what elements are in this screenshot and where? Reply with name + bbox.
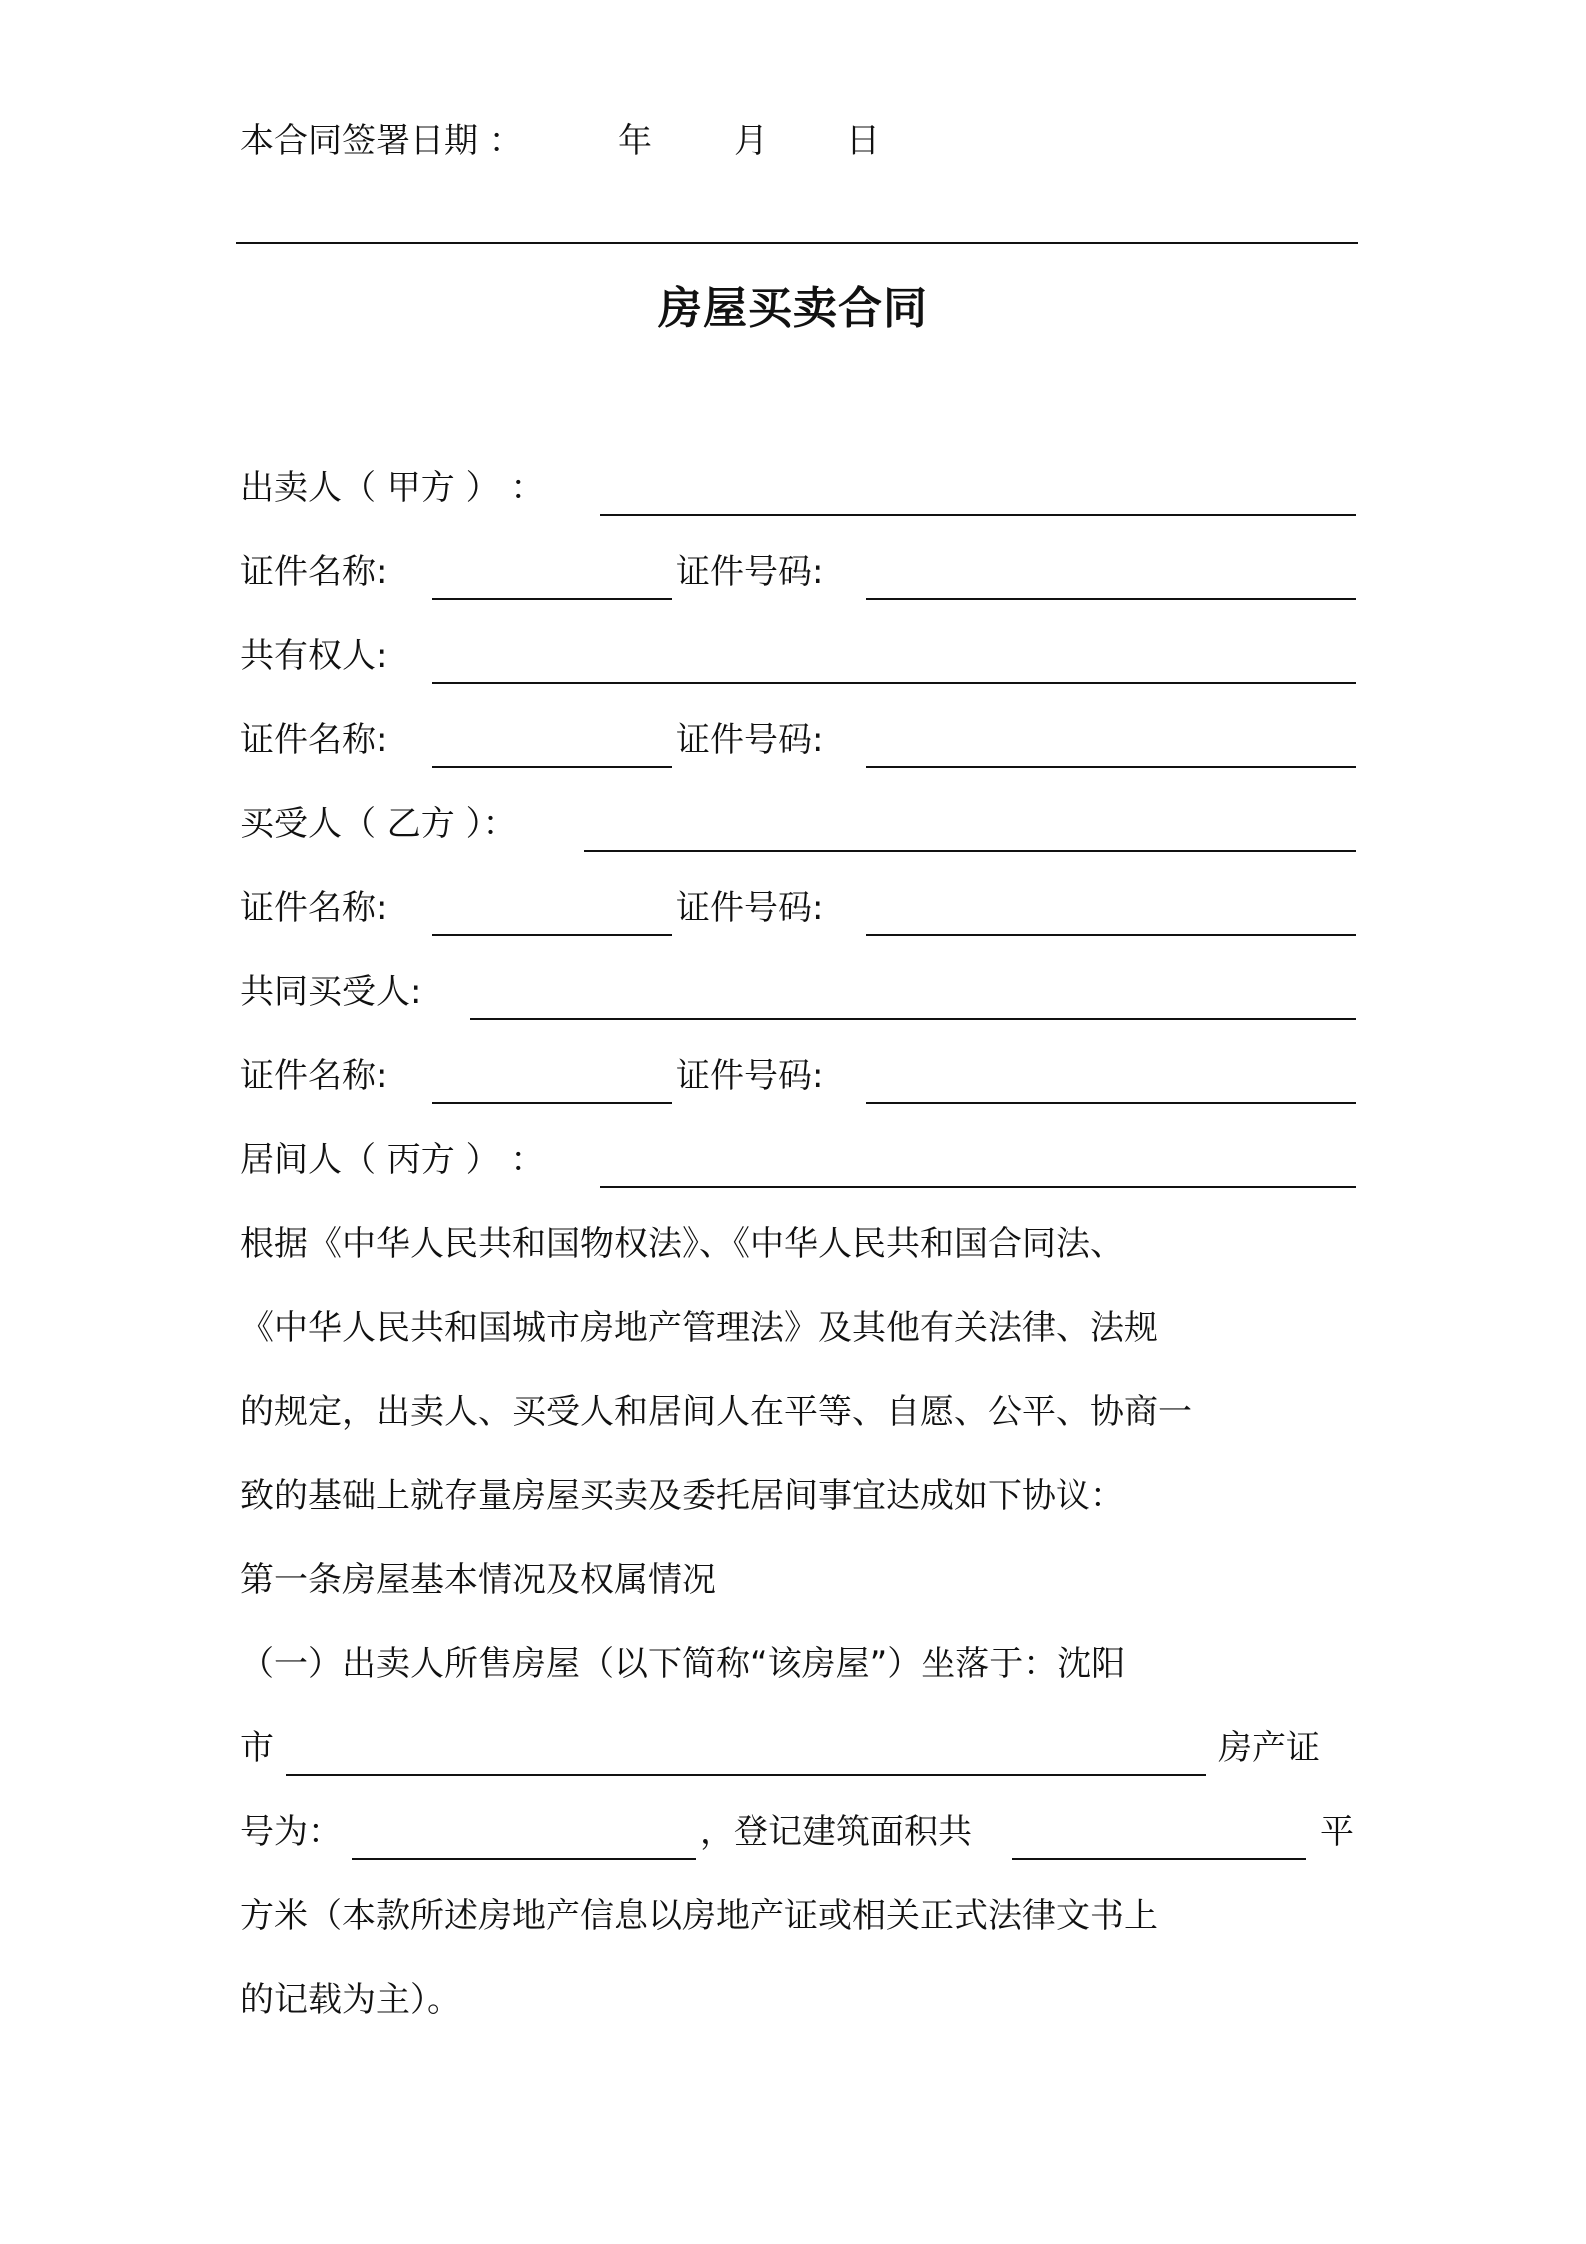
article1-unit-line: 方米（本款所述房地产信息以房地产证或相关正式法律文书上 xyxy=(240,1896,1158,1936)
cert-no-field[interactable] xyxy=(352,1858,696,1860)
seller-label: 出卖人（ 甲方 ） ： xyxy=(240,468,545,508)
co-buyer-id-type-label: 证件名称: xyxy=(240,1056,388,1096)
buyer-name-field[interactable] xyxy=(584,850,1356,852)
preamble-line-3: 的规定，出卖人、买受人和居间人在平等、自愿、公平、协商一 xyxy=(240,1392,1192,1432)
seller-name-field[interactable] xyxy=(600,514,1356,516)
document-title: 房屋买卖合同 xyxy=(658,283,928,334)
preamble-line-2: 《中华人民共和国城市房地产管理法》及其他有关法律、法规 xyxy=(240,1308,1158,1348)
intermediary-name-field[interactable] xyxy=(600,1186,1356,1188)
seller-id-type-label: 证件名称: xyxy=(240,552,388,592)
co-owner-id-type-field[interactable] xyxy=(432,766,672,768)
co-buyer-id-no-label: 证件号码: xyxy=(676,1056,824,1096)
co-buyer-label: 共同买受人: xyxy=(240,972,422,1012)
co-owner-label: 共有权人: xyxy=(240,636,388,676)
sign-date-row xyxy=(240,118,523,164)
co-owner-id-no-label: 证件号码: xyxy=(676,720,824,760)
buyer-id-type-label: 证件名称: xyxy=(240,888,388,928)
article1-cert-no-label: 号为： xyxy=(240,1812,342,1852)
sign-date-label: 本合同签署日期 ： xyxy=(240,121,523,161)
header-divider xyxy=(236,242,1358,244)
buyer-label: 买受人（ 乙方 ）： xyxy=(240,804,517,844)
article1-area-label: ，登记建筑面积共 xyxy=(700,1812,972,1852)
co-buyer-id-no-field[interactable] xyxy=(866,1102,1356,1104)
seller-id-no-label: 证件号码: xyxy=(676,552,824,592)
property-address-field[interactable] xyxy=(286,1774,1206,1776)
building-area-field[interactable] xyxy=(1012,1858,1306,1860)
preamble-line-4: 致的基础上就存量房屋买卖及委托居间事宜达成如下协议： xyxy=(240,1476,1124,1516)
article1-cert-label: 房产证 xyxy=(1218,1728,1320,1768)
co-owner-id-type-label: 证件名称: xyxy=(240,720,388,760)
preamble-line-1: 根据《中华人民共和国物权法》、《中华人民共和国合同法、 xyxy=(240,1224,1124,1264)
co-buyer-field[interactable] xyxy=(470,1018,1356,1020)
co-owner-id-no-field[interactable] xyxy=(866,766,1356,768)
article1-unit-part1: 平 xyxy=(1320,1812,1354,1852)
article1-line-1: （一）出卖人所售房屋（以下简称“该房屋”）坐落于：沈阳 xyxy=(240,1644,1126,1684)
sign-date-month: 月 xyxy=(734,121,768,161)
buyer-id-no-field[interactable] xyxy=(866,934,1356,936)
sign-date-year: 年 xyxy=(618,121,652,161)
article1-heading: 第一条房屋基本情况及权属情况 xyxy=(240,1560,716,1600)
co-owner-field[interactable] xyxy=(432,682,1356,684)
buyer-id-type-field[interactable] xyxy=(432,934,672,936)
seller-id-no-field[interactable] xyxy=(866,598,1356,600)
sign-date-day: 日 xyxy=(846,121,880,161)
article1-last-line: 的记载为主）。 xyxy=(240,1980,461,2020)
co-buyer-id-type-field[interactable] xyxy=(432,1102,672,1104)
intermediary-label: 居间人（ 丙方 ） ： xyxy=(240,1140,545,1180)
article1-city: 市 xyxy=(240,1728,274,1768)
seller-id-type-field[interactable] xyxy=(432,598,672,600)
buyer-id-no-label: 证件号码: xyxy=(676,888,824,928)
